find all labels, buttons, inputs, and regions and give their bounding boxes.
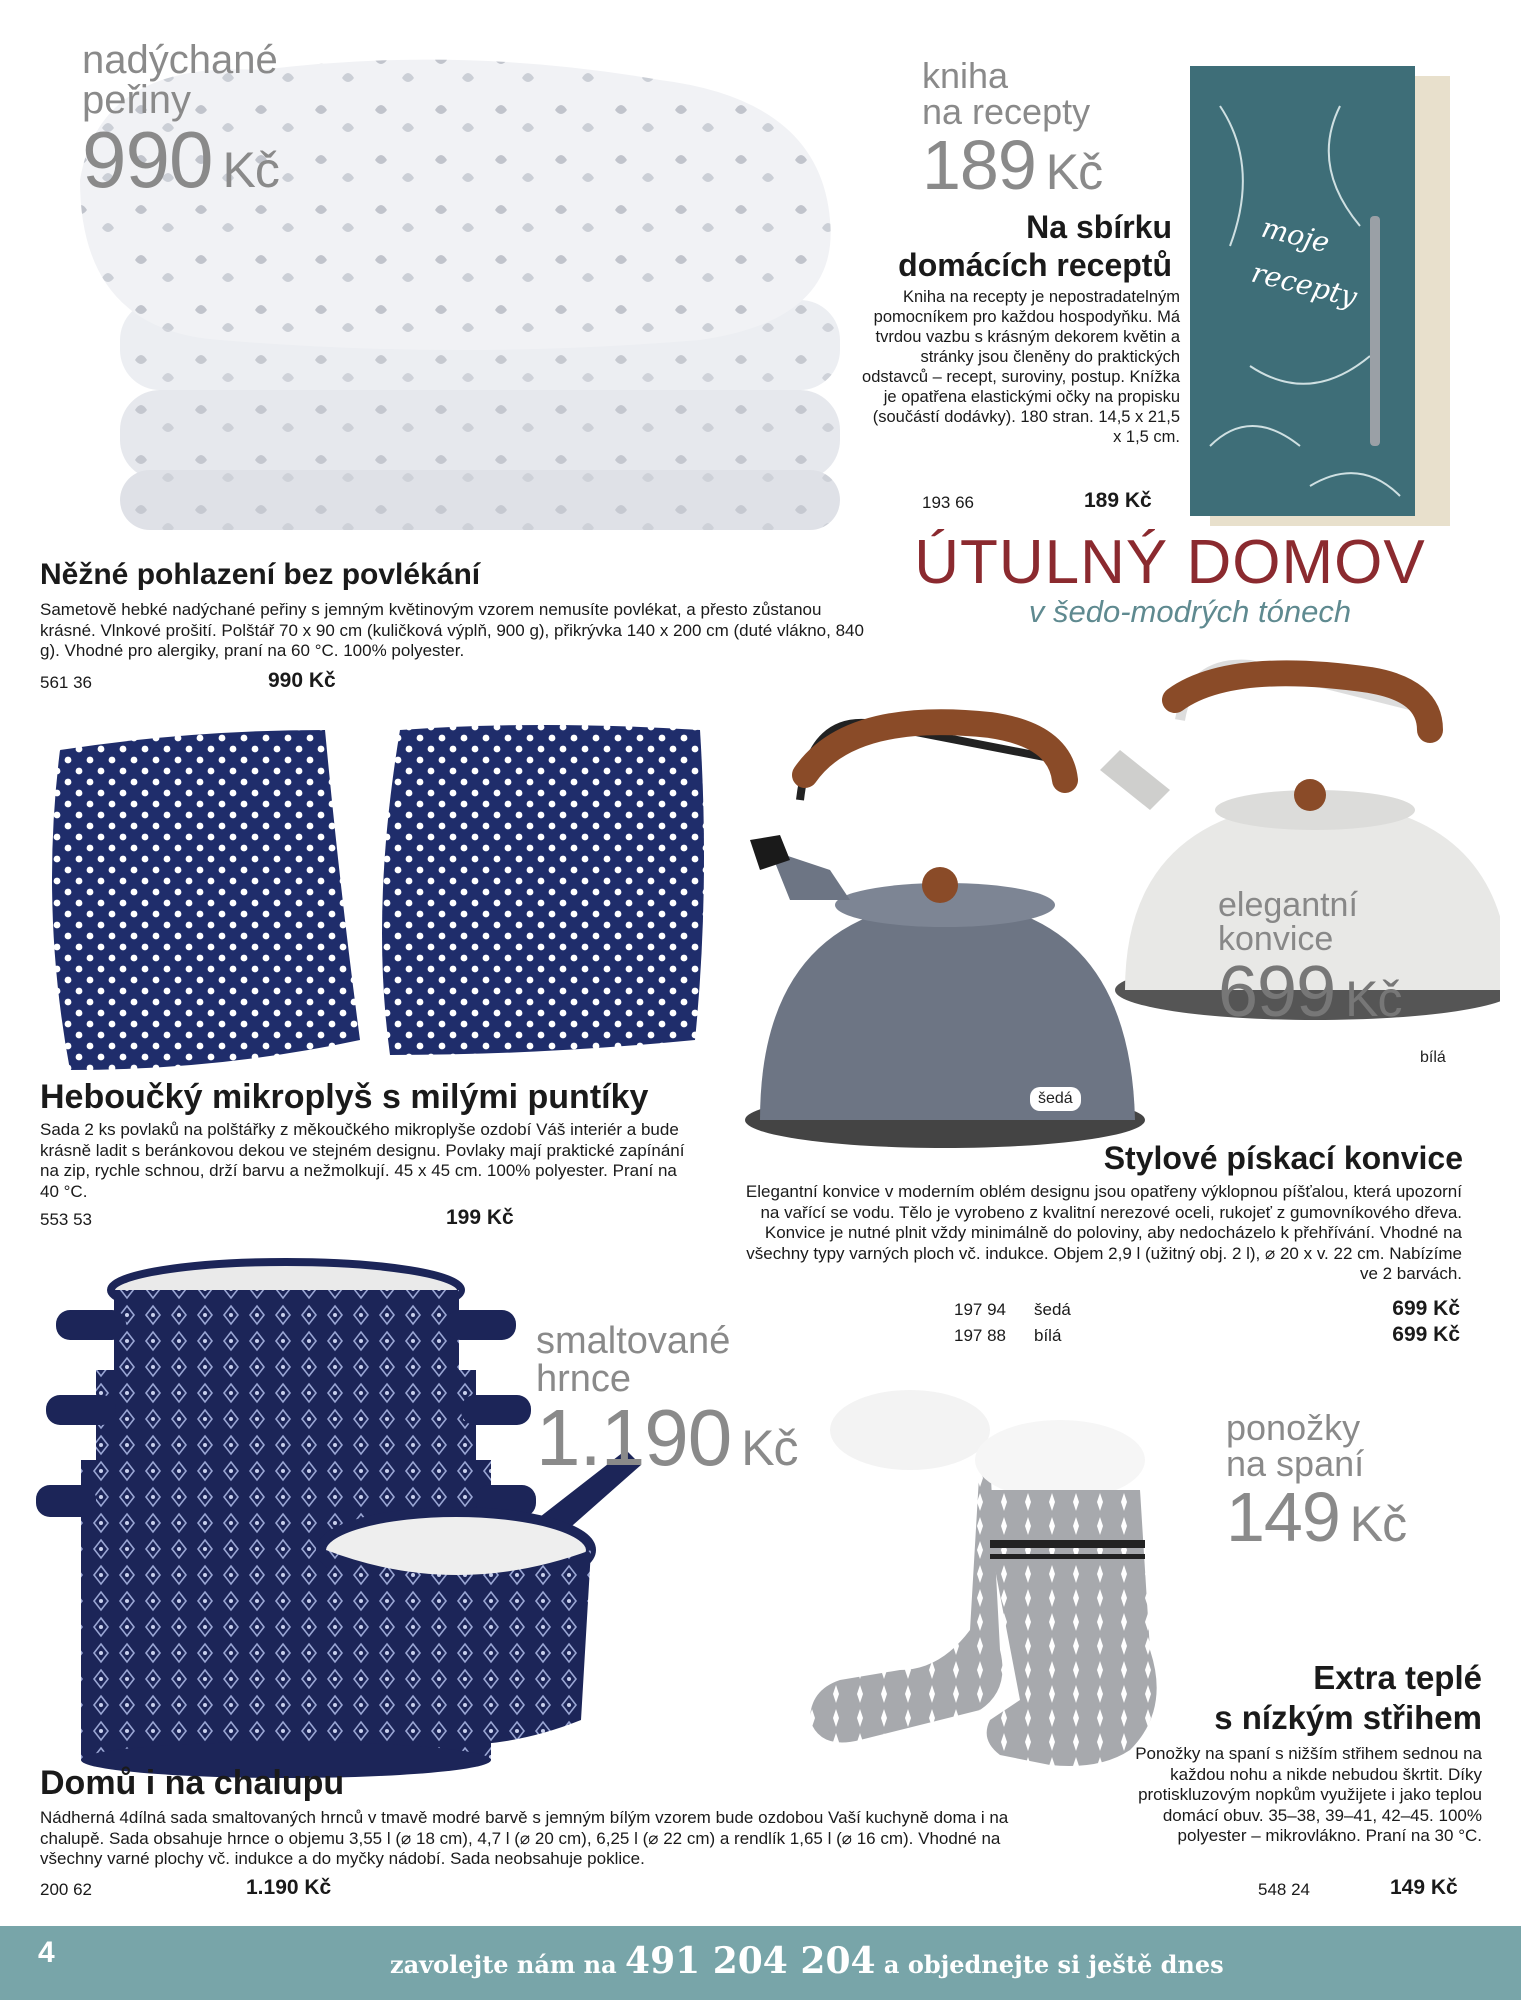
- kettles-description: Elegantní konvice v moderním oblém designu jsou opatřeny výklopnou píšťalou, která upozorní na vařící se vodu. Tělo je vyrobeno z kvalitní nerezové oceli, rukojeť z gumovníkového dřeva. Konvice je nutné plnit vždy minimálně do poloviny, aby nedocházelo k přehřívání. Vhodné na všechny typy varných ploch vč. indukce. Objem 2,9 l (užitný obj. 2 l), ⌀ 20 x v. 22 cm. Nabízíme ve 2 barvách.: [745, 1182, 1462, 1283]
- kettles-label-line1: elegantní: [1218, 886, 1358, 924]
- variant-code: 197 88: [954, 1326, 1006, 1345]
- pots-title: Domů i na chalupu: [40, 1764, 345, 1802]
- variant-code: 197 94: [954, 1300, 1006, 1319]
- recipe-book-image: [1190, 66, 1480, 526]
- footer-call-to-action: [390, 1940, 1224, 1982]
- duvets-price: 990 Kč: [268, 669, 336, 692]
- book-title-line1: Na sbírku: [1026, 209, 1172, 245]
- tag-grey: šedá: [1030, 1087, 1081, 1111]
- book-description: Kniha na recepty je nepostradatelným pomocníkem pro každou hospodyňku. Má tvrdou vazbu s krásným dekorem květin a stránky jsou členěny do praktických odstavců – recept, suroviny, postup. Knížka je opatřena elastickými očky na propisku (součástí dodávky). 180 stran. 14,5 x 21,5 x 1,5 cm.: [862, 288, 1180, 446]
- kettles-promo-label: [1218, 886, 1402, 1032]
- book-cover-text-2: recepty: [1248, 255, 1361, 314]
- book-big-price: 189 Kč: [922, 126, 1103, 204]
- duvets-code: 561 36: [40, 673, 92, 692]
- kettles-title: Stylové pískací konvice: [1103, 1140, 1463, 1176]
- socks-big-price: 149 Kč: [1226, 1478, 1407, 1556]
- book-label-line2: na recepty: [922, 91, 1091, 132]
- headline-title: ÚTULNÝ DOMOV: [914, 528, 1426, 597]
- pillows-price: 199 Kč: [446, 1206, 514, 1229]
- pillows-title: Heboučký mikroplyš s milými puntíky: [40, 1078, 649, 1116]
- book-price: 189 Kč: [1084, 489, 1152, 512]
- socks-label-line2: na spaní: [1226, 1443, 1365, 1484]
- book-title: [800, 208, 1172, 284]
- page-number: 4: [38, 1936, 55, 1969]
- book-label-line1: kniha: [922, 55, 1009, 96]
- socks-price: 149 Kč: [1390, 1876, 1458, 1899]
- socks-title-line1: Extra teplé: [1313, 1659, 1482, 1696]
- section-headline: [900, 528, 1440, 630]
- book-cover-text: moje: [1258, 210, 1333, 260]
- socks-promo-label: [1226, 1407, 1407, 1556]
- duvets-promo-label: [82, 38, 279, 204]
- pillows-description: Sada 2 ks povlaků na polštářky z měkoučkého mikroplyše ozdobí Váš interiér a bude krásně ladit s beránkovou dekou ve stejném designu. Povlaky mají praktické zapínání na zip, rychle schnou, drží barvu a nežmolkují. 45 x 45 cm. 100% polyester. Praní na 40 °C.: [40, 1120, 685, 1201]
- duvets-big-price: 990 Kč: [82, 115, 279, 204]
- duvets-label-line1: nadýchané: [82, 38, 278, 82]
- socks-label-line1: ponožky: [1226, 1407, 1361, 1448]
- footer-bar: [0, 1926, 1521, 2000]
- pots-promo-label: [536, 1320, 798, 1482]
- headline-subtitle: v šedo-modrých tónech: [1028, 594, 1352, 629]
- socks-title-line2: s nízkým střihem: [1214, 1699, 1482, 1736]
- variant-price: 699 Kč: [1392, 1323, 1460, 1346]
- footer-phone[interactable]: 491 204 204: [625, 1940, 876, 1982]
- socks-code: 548 24: [1258, 1880, 1310, 1899]
- book-promo-label: [922, 55, 1103, 204]
- duvets-description: Sametově hebké nadýchané peřiny s jemným květinovým vzorem nemusíte povlékat, a přesto zůstanou krásné. Vlnkové prošití. Polštář 70 x 90 cm (kuličková výplň, 900 g), přikrývka 140 x 200 cm (duté vlákno, 840 g). Vhodné pro alergiky, praní na 60 °C. 100% polyester.: [40, 600, 864, 660]
- variant-row: [954, 1297, 1460, 1326]
- book-title-line2: domácích receptů: [898, 247, 1172, 283]
- footer-text-before: zavolejte nám na: [390, 1950, 617, 1979]
- pillows-code: 553 53: [40, 1210, 92, 1229]
- kettles-big-price: 699 Kč: [1218, 952, 1402, 1032]
- polka-dot-pillows-image: [40, 710, 720, 1080]
- variant-color: bílá: [1034, 1326, 1062, 1345]
- duvets-label-line2: peřiny: [82, 78, 191, 122]
- variant-row: [954, 1323, 1460, 1352]
- book-code: 193 66: [922, 493, 974, 512]
- pots-big-price: 1.190 Kč: [536, 1393, 798, 1482]
- socks-title: [1060, 1658, 1482, 1738]
- duvets-title: Něžné pohlazení bez povlékání: [40, 558, 481, 591]
- kettles-variants: [954, 1297, 1460, 1352]
- variant-color: šedá: [1034, 1300, 1071, 1319]
- pots-label-line2: hrnce: [536, 1358, 632, 1400]
- kettles-label-line2: konvice: [1218, 920, 1334, 958]
- variant-price: 699 Kč: [1392, 1297, 1460, 1320]
- tag-white: bílá: [1412, 1046, 1454, 1070]
- pots-code: 200 62: [40, 1880, 92, 1899]
- pots-label-line1: smaltované: [536, 1320, 731, 1362]
- footer-text-after: a objednejte si ještě dnes: [883, 1950, 1224, 1979]
- pots-price: 1.190 Kč: [246, 1876, 332, 1899]
- pots-description: Nádherná 4dílná sada smaltovaných hrnců v tmavě modré barvě s jemným bílým vzorem bude ozdobou Vaší kuchyně doma i na chalupě. Sada obsahuje hrnce o objemu 3,55 l (⌀ 18 cm), 4,7 l (⌀ 20 cm), 6,25 l (⌀ 22 cm) a rendlík 1,65 l (⌀ 16 cm). Vhodné na všechny varné plochy vč. indukce a do myčky nádobí. Sada neobsahuje poklice.: [40, 1808, 1009, 1868]
- socks-description: Ponožky na spaní s nižším střihem sednou na každou nohu a nikde nebudou škrtit. Díky protiskluzovým nopkům využijete i jako teplou domácí obuv. 35–38, 39–41, 42–45. 100% polyester – mikrovlákno. Praní na 30 °C.: [1135, 1744, 1482, 1845]
